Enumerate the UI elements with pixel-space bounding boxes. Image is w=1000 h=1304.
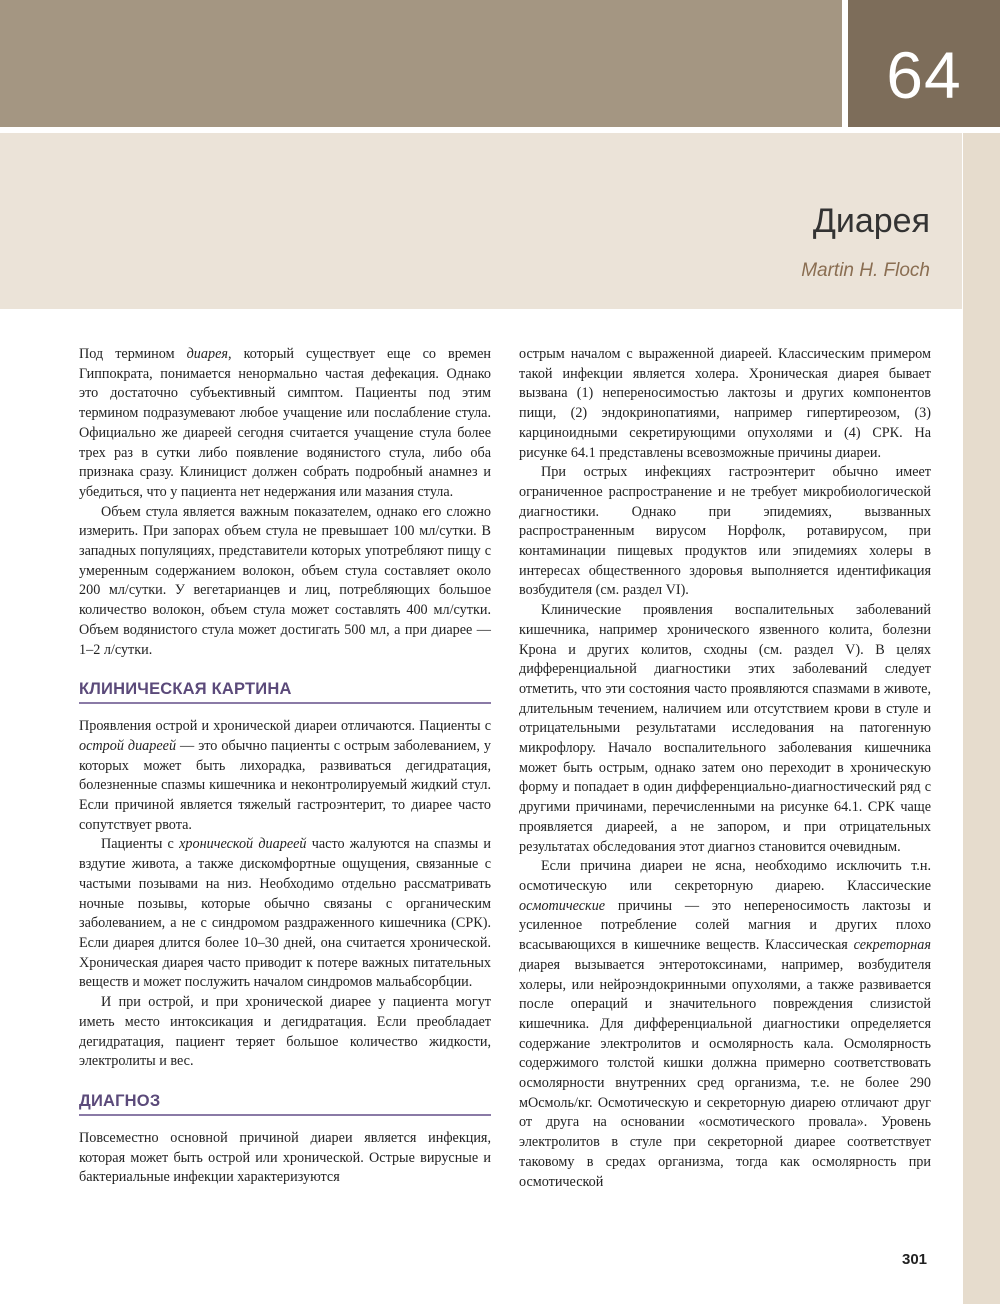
text-run: причины — это непереносимость лактозы и усиленное потребление солей магния и других плохо всасывающихся в кишечнике веществ. Классическая bbox=[519, 897, 931, 954]
text-run: диарея вызывается энтеротоксинами, например, возбудителя холеры, или нейроэндокринными опухолями, а также развивается после операций и значительного повреждения слизистой кишечника. Для дифференциальной диагностики определяется содержание электролитов и осмолярность кала. Осмолярность содержимого толстой кишки должна примерно соответствовать осмолярности внутренних сред организма, т.е. не более 290 мОсмоль/кг. Осмотическую и секреторную диарею отличают друг от друга на основании «осмотического провала». Уровень электролитов в стуле при секреторной диарее соответствует таковому в средах организма, тогда как осмолярность при осмотической bbox=[519, 956, 931, 1190]
page-number: 301 bbox=[902, 1251, 928, 1268]
right-paragraph-1: острым началом с выраженной диареей. Классическим примером такой инфекции является холера. Хроническая диарея бывает вызвана (1) непереносимостью лактозы и других компонентов пищи, (2) эндокринопатиями, например гипертиреозом, (3) карциноидными секретирующими опухолями и (4) СРК. На рисунке 64.1 представлены всевозможные причины диареи. bbox=[519, 346, 931, 461]
text-run: — это обычно пациенты с острым заболеванием, у которых может быть лихорадка, развиваться дегидратация, болезненные спазмы кишечника и неконтролируемый жидкий стул. Если причиной является тяжелый гастроэнтерит, то диарее часто сопутствует рвота. bbox=[79, 737, 491, 833]
italic-term: хронической диареей bbox=[179, 836, 307, 853]
page-edge-strip bbox=[963, 133, 1000, 1304]
text-run: Проявления острой и хронической диареи отличаются. Пациенты с bbox=[79, 718, 491, 735]
text-run: Если причина диареи не ясна, необходимо исключить т.н. осмотическую или секреторную диарею. Классические bbox=[519, 858, 931, 894]
chapter-author: Martin H. Floch bbox=[801, 260, 930, 281]
right-column bbox=[519, 345, 931, 1192]
right-paragraph-4 bbox=[519, 857, 931, 1192]
left-column bbox=[79, 345, 491, 1188]
intro-paragraph-2: Объем стула является важным показателем, однако его сложно измерить. При запорах объем стула не превышает 100 мл/сутки. В западных популяциях, представители которых употребляют пищу с умеренным содержанием волокон, объем стула составляет около 200 мл/сутки. У вегетарианцев и лиц, потребляющих большое количество волокон, объем стула может составлять 400 мл/сутки. Объем водянистого стула может достигать 500 мл, а при диарее — 1–2 л/сутки. bbox=[79, 503, 491, 658]
italic-term: осмотические bbox=[519, 897, 606, 914]
section-heading-diagnosis: ДИАГНОЗ bbox=[79, 1091, 491, 1116]
text-run: Пациенты с bbox=[101, 836, 180, 853]
right-paragraph-3: Клинические проявления воспалительных заболеваний кишечника, например хронического язвенного колита, болезни Крона и других колитов, сходны (см. раздел V). В целях дифференциальной диагностики этих заболеваний следует отметить, что эти состояния часто проявляются спазмами в животе, длительным течением, наличием или отсутствием крови в стуле и отрицательными результатами исследования на патогенную микрофлору. Начало воспалительного заболевания кишечника может быть острым, однако затем оно переходит в хроническую форму и попадает в один дифференциально-диагностический ряд с другими причинами, перечисленными на рисунке 64.1. СРК чаще проявляется диареей, а не запором, и при отрицательных результатах обследования этот диагноз становится очевидным. bbox=[519, 602, 931, 855]
chapter-number-box bbox=[848, 0, 1000, 127]
text-run: Под термином bbox=[79, 346, 187, 362]
text-run: часто жалуются на спазмы и вздутие живота, а также дискомфортные ощущения, связанные с частыми позывами на низ. Необходимо отдельно рассматривать ночные позывы, которые обычно связаны с органическим заболеванием, а не с синдромом раздраженного кишечника (СРК). Если диарея длится более 10–30 дней, она считается хронической. Хроническая диарея часто приводит к потере важных питательных веществ и может послужить началом синдромов мальабсорбции. bbox=[79, 836, 491, 991]
clinical-paragraph-2 bbox=[79, 835, 491, 993]
italic-term: диарея bbox=[186, 346, 228, 362]
intro-paragraph-1 bbox=[79, 345, 491, 503]
clinical-paragraph-1 bbox=[79, 717, 491, 835]
section-heading-clinical: КЛИНИЧЕСКАЯ КАРТИНА bbox=[79, 679, 491, 704]
italic-term: острой диареей bbox=[79, 737, 177, 754]
chapter-title: Диарея bbox=[812, 202, 930, 240]
chapter-title-band bbox=[0, 133, 962, 309]
clinical-paragraph-3: И при острой, и при хронической диарее у пациента могут иметь место интоксикация и дегидратация. Если преобладает дегидратация, пациент теряет большое количество жидкости, электролиты и вес. bbox=[79, 994, 491, 1070]
text-run: , который существует еще со времен Гиппократа, понимается ненормально частая дефекация. Однако это достаточно субъективный симптом. Пациенты под этим термином подразумевают любое учащение или послабление стула. Официально же диареей сегодня считается учащение стула более трех раз в сутки либо появление водянистого стула, либо оба признака сразу. Клиницист должен собрать подробный анамнез и убедиться, что у пациента нет недержания или мазания стула. bbox=[79, 346, 491, 500]
italic-term: секреторная bbox=[853, 937, 931, 954]
diagnosis-paragraph-1: Повсеместно основной причиной диареи является инфекция, которая может быть острой или хронической. Острые вирусные и бактериальные инфекции характеризуются bbox=[79, 1129, 491, 1186]
right-paragraph-2: При острых инфекциях гастроэнтерит обычно имеет ограниченное распространение и не требует микробиологической диагностики. Однако при эпидемиях, вызванных распространенным вирусом Норфолк, ротавирусом, при контаминации пищевых продуктов или эпидемиях холеры в интересах общественного здоровья выполняется идентификация возбудителя (см. раздел VI). bbox=[519, 464, 931, 599]
header-band bbox=[0, 0, 842, 127]
chapter-number: 64 bbox=[886, 38, 962, 112]
